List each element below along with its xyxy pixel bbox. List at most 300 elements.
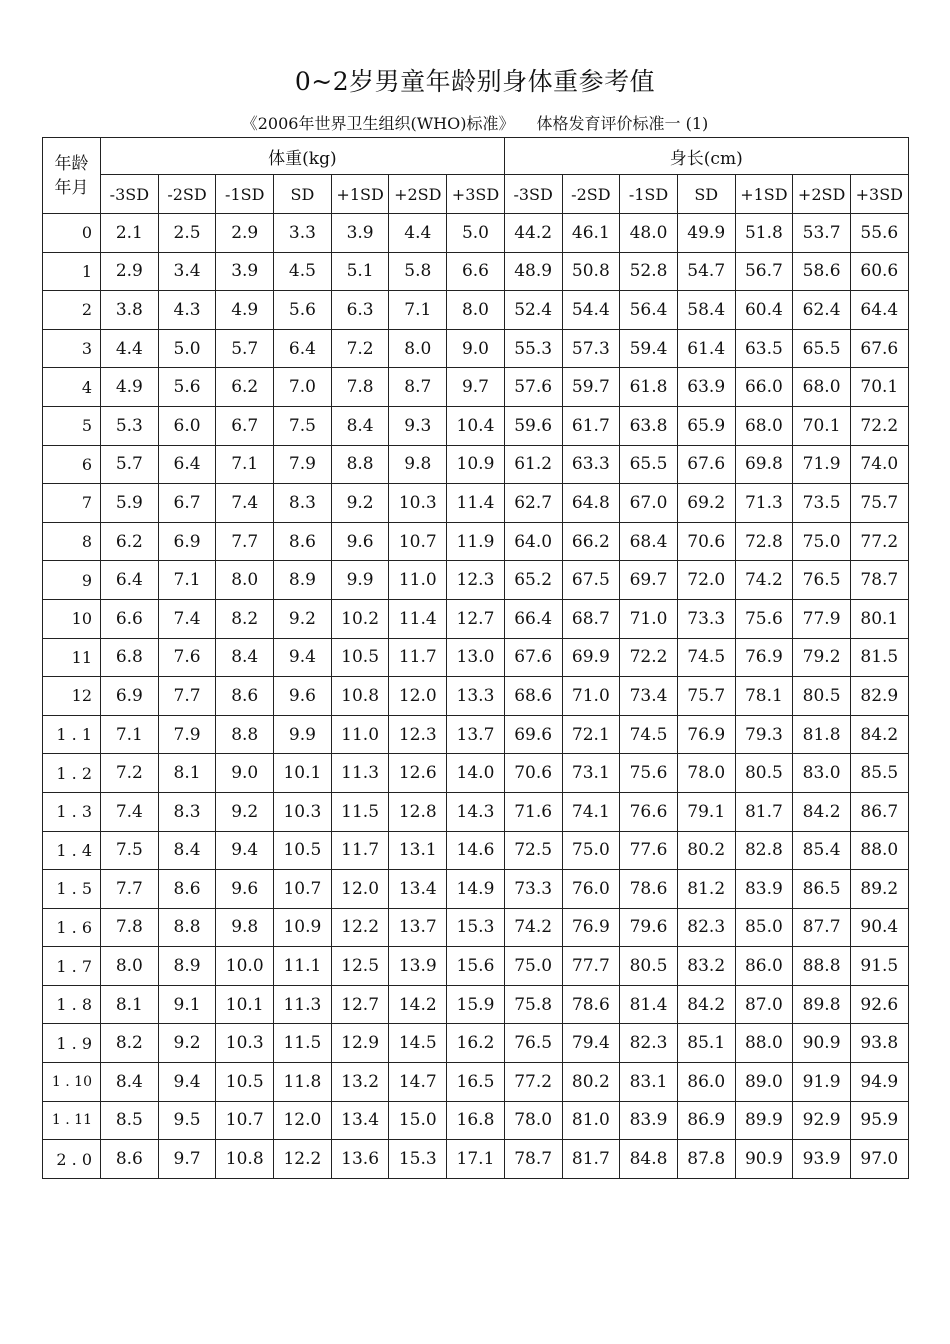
weight-cell: 14.7 (389, 1063, 447, 1102)
height-cell: 46.1 (562, 214, 620, 253)
age-cell: 1 (43, 252, 101, 291)
height-cell: 77.6 (620, 831, 678, 870)
weight-cell: 13.0 (447, 638, 505, 677)
age-header-line-2: 年月 (54, 177, 89, 198)
height-cell: 78.7 (850, 561, 908, 600)
weight-cell: 16.8 (447, 1101, 505, 1140)
weight-cell: 8.6 (274, 522, 332, 561)
height-cell: 90.9 (735, 1140, 793, 1179)
height-cell: 93.9 (793, 1140, 851, 1179)
height-cell: 79.3 (735, 715, 793, 754)
height-cell: 83.2 (677, 947, 735, 986)
weight-cell: 13.2 (331, 1063, 389, 1102)
height-cell: 81.7 (735, 792, 793, 831)
height-cell: 77.2 (850, 522, 908, 561)
height-cell: 68.0 (735, 406, 793, 445)
weight-cell: 16.5 (447, 1063, 505, 1102)
weight-cell: 6.0 (158, 406, 216, 445)
height-cell: 88.0 (850, 831, 908, 870)
age-cell: 1 . 2 (43, 754, 101, 793)
height-cell: 82.3 (620, 1024, 678, 1063)
height-cell: 67.6 (504, 638, 562, 677)
age-cell: 1 . 1 (43, 715, 101, 754)
weight-cell: 8.9 (274, 561, 332, 600)
height-cell: 77.2 (504, 1063, 562, 1102)
height-cell: 88.8 (793, 947, 851, 986)
age-cell: 8 (43, 522, 101, 561)
height-cell: 65.9 (677, 406, 735, 445)
age-cell: 1 . 5 (43, 870, 101, 909)
weight-cell: 13.7 (447, 715, 505, 754)
height-cell: 65.5 (793, 329, 851, 368)
height-cell: 58.6 (793, 252, 851, 291)
height-cell: 59.7 (562, 368, 620, 407)
weight-cell: 5.6 (274, 291, 332, 330)
height-cell: 69.8 (735, 445, 793, 484)
height-cell: 65.5 (620, 445, 678, 484)
weight-cell: 12.0 (331, 870, 389, 909)
weight-cell: 6.7 (216, 406, 274, 445)
height-cell: 74.0 (850, 445, 908, 484)
age-cell: 2 (43, 291, 101, 330)
age-cell: 11 (43, 638, 101, 677)
weight-cell: 7.7 (101, 870, 159, 909)
weight-cell: 8.1 (101, 985, 159, 1024)
height-cell: 66.0 (735, 368, 793, 407)
height-cell: 64.4 (850, 291, 908, 330)
weight-cell: 7.5 (101, 831, 159, 870)
weight-cell: 7.8 (331, 368, 389, 407)
weight-cell: 10.8 (331, 677, 389, 716)
weight-cell: 13.4 (389, 870, 447, 909)
weight-cell: 7.5 (274, 406, 332, 445)
height-cell: 52.4 (504, 291, 562, 330)
height-cell: 61.8 (620, 368, 678, 407)
weight-cell: 9.7 (158, 1140, 216, 1179)
height-cell: 78.6 (562, 985, 620, 1024)
height-cell: 70.6 (504, 754, 562, 793)
weight-cell: 8.4 (101, 1063, 159, 1102)
age-cell: 6 (43, 445, 101, 484)
age-header-line-1: 年龄 (54, 153, 89, 174)
weight-cell: 15.3 (389, 1140, 447, 1179)
height-cell: 79.2 (793, 638, 851, 677)
height-cell: 78.0 (504, 1101, 562, 1140)
table-row (43, 599, 909, 638)
weight-cell: 12.2 (331, 908, 389, 947)
weight-cell: 5.1 (331, 252, 389, 291)
height-cell: 61.7 (562, 406, 620, 445)
height-cell: 84.2 (793, 792, 851, 831)
weight-cell: 9.2 (158, 1024, 216, 1063)
height-cell: 83.9 (620, 1101, 678, 1140)
weight-cell: 14.2 (389, 985, 447, 1024)
weight-sd-header: -2SD (158, 175, 216, 214)
height-cell: 68.6 (504, 677, 562, 716)
weight-cell: 2.5 (158, 214, 216, 253)
weight-cell: 11.8 (274, 1063, 332, 1102)
height-cell: 92.9 (793, 1101, 851, 1140)
weight-cell: 4.9 (101, 368, 159, 407)
height-cell: 51.8 (735, 214, 793, 253)
sd-header-row (43, 175, 909, 214)
weight-cell: 5.3 (101, 406, 159, 445)
weight-cell: 10.0 (216, 947, 274, 986)
weight-group-header: 体重(kg) (101, 138, 505, 175)
height-cell: 86.5 (793, 870, 851, 909)
height-cell: 75.8 (504, 985, 562, 1024)
height-cell: 83.9 (735, 870, 793, 909)
height-cell: 64.0 (504, 522, 562, 561)
table-row (43, 677, 909, 716)
height-sd-header: -3SD (504, 175, 562, 214)
weight-cell: 9.3 (389, 406, 447, 445)
height-cell: 72.2 (850, 406, 908, 445)
weight-cell: 7.4 (216, 484, 274, 523)
weight-sd-header: +1SD (331, 175, 389, 214)
table-row (43, 329, 909, 368)
height-cell: 81.2 (677, 870, 735, 909)
age-cell: 7 (43, 484, 101, 523)
weight-cell: 8.4 (158, 831, 216, 870)
weight-cell: 7.1 (216, 445, 274, 484)
weight-cell: 13.4 (331, 1101, 389, 1140)
height-cell: 60.6 (850, 252, 908, 291)
height-cell: 91.5 (850, 947, 908, 986)
table-body (43, 214, 909, 1179)
weight-cell: 12.7 (331, 985, 389, 1024)
height-cell: 56.4 (620, 291, 678, 330)
height-cell: 78.6 (620, 870, 678, 909)
height-cell: 55.6 (850, 214, 908, 253)
weight-cell: 2.9 (101, 252, 159, 291)
height-cell: 88.0 (735, 1024, 793, 1063)
height-cell: 62.4 (793, 291, 851, 330)
page-subtitle (0, 111, 950, 134)
table-row (43, 561, 909, 600)
weight-cell: 13.7 (389, 908, 447, 947)
height-cell: 94.9 (850, 1063, 908, 1102)
height-cell: 63.3 (562, 445, 620, 484)
weight-cell: 9.6 (274, 677, 332, 716)
weight-cell: 5.9 (101, 484, 159, 523)
age-cell: 1 . 3 (43, 792, 101, 831)
height-cell: 70.1 (850, 368, 908, 407)
table-row (43, 214, 909, 253)
height-cell: 72.1 (562, 715, 620, 754)
weight-cell: 8.3 (274, 484, 332, 523)
height-cell: 85.0 (735, 908, 793, 947)
weight-cell: 3.9 (331, 214, 389, 253)
height-cell: 85.1 (677, 1024, 735, 1063)
weight-cell: 8.8 (158, 908, 216, 947)
height-cell: 97.0 (850, 1140, 908, 1179)
weight-cell: 15.3 (447, 908, 505, 947)
weight-cell: 14.6 (447, 831, 505, 870)
weight-cell: 7.9 (158, 715, 216, 754)
weight-sd-header: SD (274, 175, 332, 214)
height-cell: 76.6 (620, 792, 678, 831)
height-cell: 72.8 (735, 522, 793, 561)
height-cell: 67.0 (620, 484, 678, 523)
height-cell: 83.1 (620, 1063, 678, 1102)
height-cell: 58.4 (677, 291, 735, 330)
height-cell: 72.2 (620, 638, 678, 677)
height-cell: 76.9 (562, 908, 620, 947)
height-cell: 87.0 (735, 985, 793, 1024)
weight-cell: 6.7 (158, 484, 216, 523)
height-cell: 79.6 (620, 908, 678, 947)
weight-cell: 11.3 (274, 985, 332, 1024)
height-cell: 79.1 (677, 792, 735, 831)
weight-cell: 10.4 (447, 406, 505, 445)
height-cell: 80.5 (620, 947, 678, 986)
height-cell: 83.0 (793, 754, 851, 793)
table-row (43, 715, 909, 754)
weight-cell: 8.0 (216, 561, 274, 600)
height-cell: 67.6 (677, 445, 735, 484)
weight-cell: 8.0 (389, 329, 447, 368)
growth-reference-table (42, 137, 909, 1179)
weight-cell: 9.7 (447, 368, 505, 407)
weight-cell: 10.5 (274, 831, 332, 870)
weight-cell: 9.1 (158, 985, 216, 1024)
weight-cell: 2.9 (216, 214, 274, 253)
height-cell: 71.3 (735, 484, 793, 523)
age-cell: 1 . 4 (43, 831, 101, 870)
weight-cell: 8.8 (331, 445, 389, 484)
age-cell: 0 (43, 214, 101, 253)
weight-cell: 14.0 (447, 754, 505, 793)
weight-cell: 11.9 (447, 522, 505, 561)
table-row (43, 870, 909, 909)
weight-cell: 10.7 (216, 1101, 274, 1140)
height-cell: 87.7 (793, 908, 851, 947)
height-cell: 86.7 (850, 792, 908, 831)
weight-cell: 9.6 (331, 522, 389, 561)
height-cell: 74.2 (504, 908, 562, 947)
height-cell: 66.4 (504, 599, 562, 638)
weight-cell: 4.3 (158, 291, 216, 330)
height-cell: 75.7 (850, 484, 908, 523)
height-cell: 71.6 (504, 792, 562, 831)
height-cell: 87.8 (677, 1140, 735, 1179)
page-title: 0~2岁男童年龄别身体重参考值 (294, 67, 656, 96)
weight-cell: 8.3 (158, 792, 216, 831)
weight-cell: 10.8 (216, 1140, 274, 1179)
weight-cell: 6.4 (101, 561, 159, 600)
height-cell: 61.2 (504, 445, 562, 484)
height-cell: 84.2 (850, 715, 908, 754)
weight-cell: 3.9 (216, 252, 274, 291)
height-cell: 69.6 (504, 715, 562, 754)
weight-cell: 9.8 (389, 445, 447, 484)
weight-cell: 10.3 (216, 1024, 274, 1063)
height-sd-header: -1SD (620, 175, 678, 214)
height-cell: 54.4 (562, 291, 620, 330)
height-cell: 76.9 (677, 715, 735, 754)
weight-cell: 9.4 (158, 1063, 216, 1102)
height-cell: 71.0 (620, 599, 678, 638)
weight-cell: 10.7 (274, 870, 332, 909)
height-cell: 81.8 (793, 715, 851, 754)
height-cell: 78.1 (735, 677, 793, 716)
weight-cell: 6.6 (101, 599, 159, 638)
weight-cell: 10.3 (274, 792, 332, 831)
weight-cell: 14.3 (447, 792, 505, 831)
weight-cell: 11.7 (389, 638, 447, 677)
height-cell: 81.5 (850, 638, 908, 677)
table-row (43, 252, 909, 291)
table-row (43, 445, 909, 484)
weight-cell: 9.0 (447, 329, 505, 368)
age-cell: 1 . 8 (43, 985, 101, 1024)
height-cell: 78.7 (504, 1140, 562, 1179)
weight-cell: 6.8 (101, 638, 159, 677)
weight-cell: 9.2 (274, 599, 332, 638)
weight-cell: 10.3 (389, 484, 447, 523)
height-cell: 55.3 (504, 329, 562, 368)
age-cell: 1 . 10 (43, 1063, 101, 1102)
height-cell: 61.4 (677, 329, 735, 368)
height-cell: 80.2 (562, 1063, 620, 1102)
height-cell: 86.9 (677, 1101, 735, 1140)
weight-cell: 8.9 (158, 947, 216, 986)
weight-cell: 5.7 (101, 445, 159, 484)
weight-cell: 14.5 (389, 1024, 447, 1063)
weight-cell: 11.5 (274, 1024, 332, 1063)
height-cell: 73.1 (562, 754, 620, 793)
height-cell: 80.1 (850, 599, 908, 638)
weight-cell: 15.6 (447, 947, 505, 986)
table-row (43, 831, 909, 870)
height-cell: 50.8 (562, 252, 620, 291)
subtitle-standard: 体格发育评价标准一 (1) (536, 114, 709, 133)
weight-cell: 10.1 (216, 985, 274, 1024)
height-cell: 68.4 (620, 522, 678, 561)
age-cell: 2 . 0 (43, 1140, 101, 1179)
weight-cell: 4.4 (389, 214, 447, 253)
height-cell: 57.6 (504, 368, 562, 407)
height-sd-header: +3SD (850, 175, 908, 214)
weight-cell: 11.1 (274, 947, 332, 986)
age-cell: 5 (43, 406, 101, 445)
height-cell: 63.9 (677, 368, 735, 407)
height-cell: 93.8 (850, 1024, 908, 1063)
height-cell: 90.4 (850, 908, 908, 947)
weight-cell: 13.9 (389, 947, 447, 986)
weight-cell: 7.2 (101, 754, 159, 793)
weight-cell: 7.8 (101, 908, 159, 947)
height-cell: 74.1 (562, 792, 620, 831)
weight-cell: 10.2 (331, 599, 389, 638)
height-cell: 86.0 (677, 1063, 735, 1102)
height-cell: 64.8 (562, 484, 620, 523)
height-cell: 91.9 (793, 1063, 851, 1102)
weight-cell: 10.7 (389, 522, 447, 561)
weight-cell: 8.6 (158, 870, 216, 909)
weight-cell: 5.0 (447, 214, 505, 253)
height-cell: 84.8 (620, 1140, 678, 1179)
height-cell: 59.6 (504, 406, 562, 445)
height-cell: 76.5 (504, 1024, 562, 1063)
height-cell: 75.0 (793, 522, 851, 561)
height-cell: 48.0 (620, 214, 678, 253)
weight-cell: 8.7 (389, 368, 447, 407)
height-cell: 76.9 (735, 638, 793, 677)
height-cell: 73.3 (504, 870, 562, 909)
weight-cell: 5.6 (158, 368, 216, 407)
weight-cell: 7.9 (274, 445, 332, 484)
weight-cell: 10.9 (447, 445, 505, 484)
weight-cell: 8.4 (331, 406, 389, 445)
weight-cell: 9.9 (331, 561, 389, 600)
weight-cell: 7.1 (101, 715, 159, 754)
height-cell: 70.1 (793, 406, 851, 445)
height-cell: 82.3 (677, 908, 735, 947)
weight-cell: 9.0 (216, 754, 274, 793)
height-cell: 74.5 (620, 715, 678, 754)
height-cell: 89.0 (735, 1063, 793, 1102)
height-cell: 49.9 (677, 214, 735, 253)
weight-cell: 15.0 (389, 1101, 447, 1140)
weight-cell: 8.2 (216, 599, 274, 638)
weight-cell: 8.0 (447, 291, 505, 330)
weight-cell: 7.1 (158, 561, 216, 600)
height-cell: 69.9 (562, 638, 620, 677)
height-cell: 69.2 (677, 484, 735, 523)
weight-cell: 5.8 (389, 252, 447, 291)
weight-cell: 11.7 (331, 831, 389, 870)
age-cell: 9 (43, 561, 101, 600)
weight-cell: 7.7 (216, 522, 274, 561)
height-cell: 92.6 (850, 985, 908, 1024)
weight-cell: 5.7 (216, 329, 274, 368)
height-group-header: 身长(cm) (504, 138, 908, 175)
height-cell: 67.5 (562, 561, 620, 600)
weight-cell: 7.0 (274, 368, 332, 407)
weight-cell: 13.1 (389, 831, 447, 870)
weight-cell: 9.8 (216, 908, 274, 947)
height-cell: 54.7 (677, 252, 735, 291)
weight-cell: 3.8 (101, 291, 159, 330)
age-cell: 1 . 11 (43, 1101, 101, 1140)
weight-cell: 8.0 (101, 947, 159, 986)
weight-cell: 12.5 (331, 947, 389, 986)
height-cell: 75.0 (504, 947, 562, 986)
table-row (43, 792, 909, 831)
height-cell: 80.5 (793, 677, 851, 716)
table-row (43, 985, 909, 1024)
height-cell: 53.7 (793, 214, 851, 253)
weight-cell: 12.2 (274, 1140, 332, 1179)
weight-cell: 7.2 (331, 329, 389, 368)
weight-cell: 12.3 (447, 561, 505, 600)
table-row (43, 1063, 909, 1102)
height-cell: 75.6 (735, 599, 793, 638)
height-cell: 85.4 (793, 831, 851, 870)
table-row (43, 1101, 909, 1140)
height-cell: 52.8 (620, 252, 678, 291)
table-row (43, 754, 909, 793)
height-cell: 72.5 (504, 831, 562, 870)
height-cell: 95.9 (850, 1101, 908, 1140)
age-cell: 1 . 7 (43, 947, 101, 986)
age-cell: 4 (43, 368, 101, 407)
weight-cell: 7.7 (158, 677, 216, 716)
height-cell: 44.2 (504, 214, 562, 253)
weight-cell: 8.5 (101, 1101, 159, 1140)
